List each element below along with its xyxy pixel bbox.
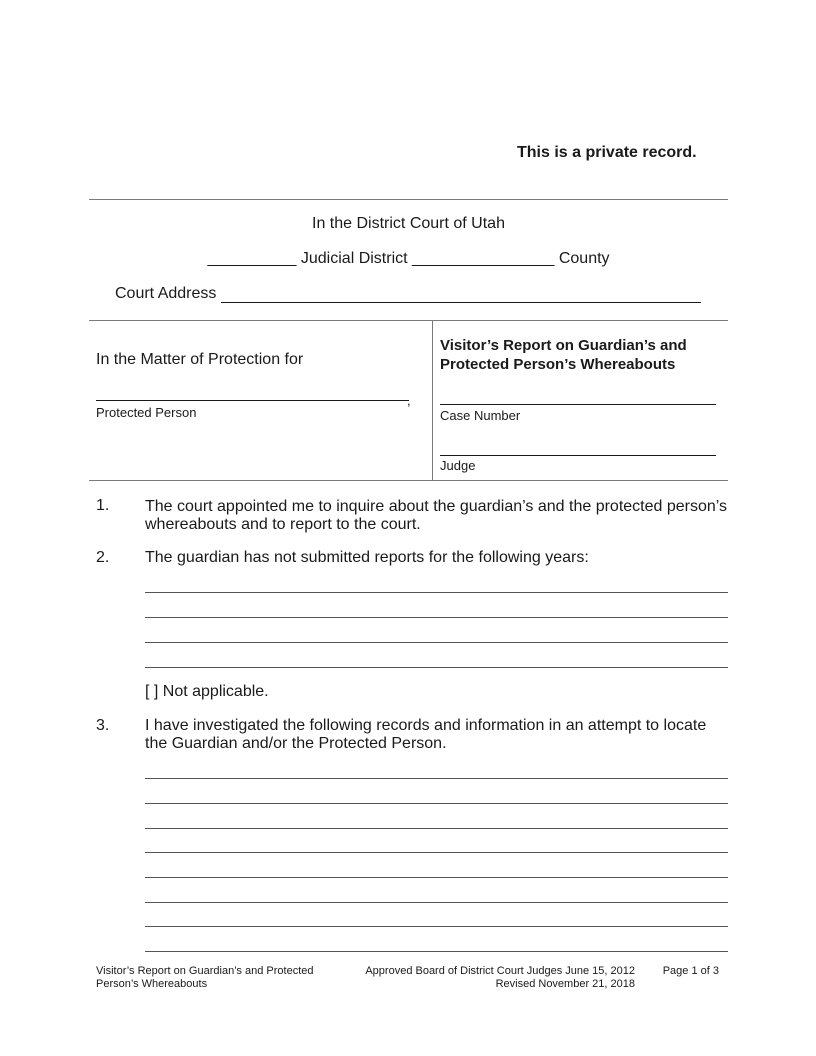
records-answer-line[interactable] bbox=[145, 926, 728, 927]
records-answer-line[interactable] bbox=[145, 803, 728, 804]
item-number: 2. bbox=[96, 549, 110, 566]
court-title: In the District Court of Utah bbox=[312, 215, 505, 232]
judge-label: Judge bbox=[440, 458, 476, 473]
records-answer-line[interactable] bbox=[145, 951, 728, 952]
caption-vertical-divider bbox=[432, 320, 433, 480]
footer-approved-date: Approved Board of District Court Judges June 15, 2012 bbox=[365, 965, 635, 977]
item-text: I have investigated the following records and information in an attempt to locate the Guardian and/or the Protected Person. bbox=[145, 717, 707, 752]
records-answer-line[interactable] bbox=[145, 852, 728, 853]
case-number-label: Case Number bbox=[440, 408, 521, 423]
caption-top-divider bbox=[89, 320, 728, 321]
protected-person-label: Protected Person bbox=[96, 405, 197, 420]
header-divider bbox=[89, 199, 728, 200]
item-text: The guardian has not submitted reports for the following years: bbox=[145, 549, 589, 566]
privacy-notice: This is a private record. bbox=[517, 144, 697, 161]
caption-bottom-divider bbox=[89, 480, 728, 481]
records-answer-line[interactable] bbox=[145, 877, 728, 878]
comma-mark: , bbox=[407, 393, 411, 408]
footer-revised-date: Revised November 21, 2018 bbox=[495, 978, 635, 990]
item-text: The court appointed me to inquire about the guardian’s and the protected person’s whereabouts and to report to the court. bbox=[145, 498, 728, 533]
years-answer-line[interactable] bbox=[145, 667, 728, 668]
footer-approval bbox=[340, 965, 635, 991]
item-number: 3. bbox=[96, 717, 110, 734]
records-answer-line[interactable] bbox=[145, 902, 728, 903]
records-answer-line[interactable] bbox=[145, 828, 728, 829]
form-title: Visitor’s Report on Guardian’s and Protected Person’s Whereabouts bbox=[440, 337, 687, 373]
footer-page-number: Page 1 of 3 bbox=[662, 965, 719, 977]
judicial-district-line: __________ Judicial District ________________ County bbox=[207, 250, 610, 267]
footer-form-name: Visitor’s Report on Guardian’s and Protected Person’s Whereabouts bbox=[96, 965, 314, 990]
court-address-line bbox=[115, 285, 701, 303]
item-number: 1. bbox=[96, 497, 110, 514]
court-address-label: Court Address bbox=[115, 285, 217, 302]
judge-field[interactable] bbox=[440, 455, 716, 456]
not-applicable-checkbox[interactable]: [ ] Not applicable. bbox=[145, 683, 269, 700]
case-number-field[interactable] bbox=[440, 404, 716, 405]
court-address-field[interactable] bbox=[221, 288, 701, 303]
years-answer-line[interactable] bbox=[145, 617, 728, 618]
records-answer-line[interactable] bbox=[145, 778, 728, 779]
matter-label: In the Matter of Protection for bbox=[96, 351, 304, 368]
years-answer-line[interactable] bbox=[145, 592, 728, 593]
protected-person-field[interactable] bbox=[96, 400, 409, 401]
years-answer-line[interactable] bbox=[145, 642, 728, 643]
